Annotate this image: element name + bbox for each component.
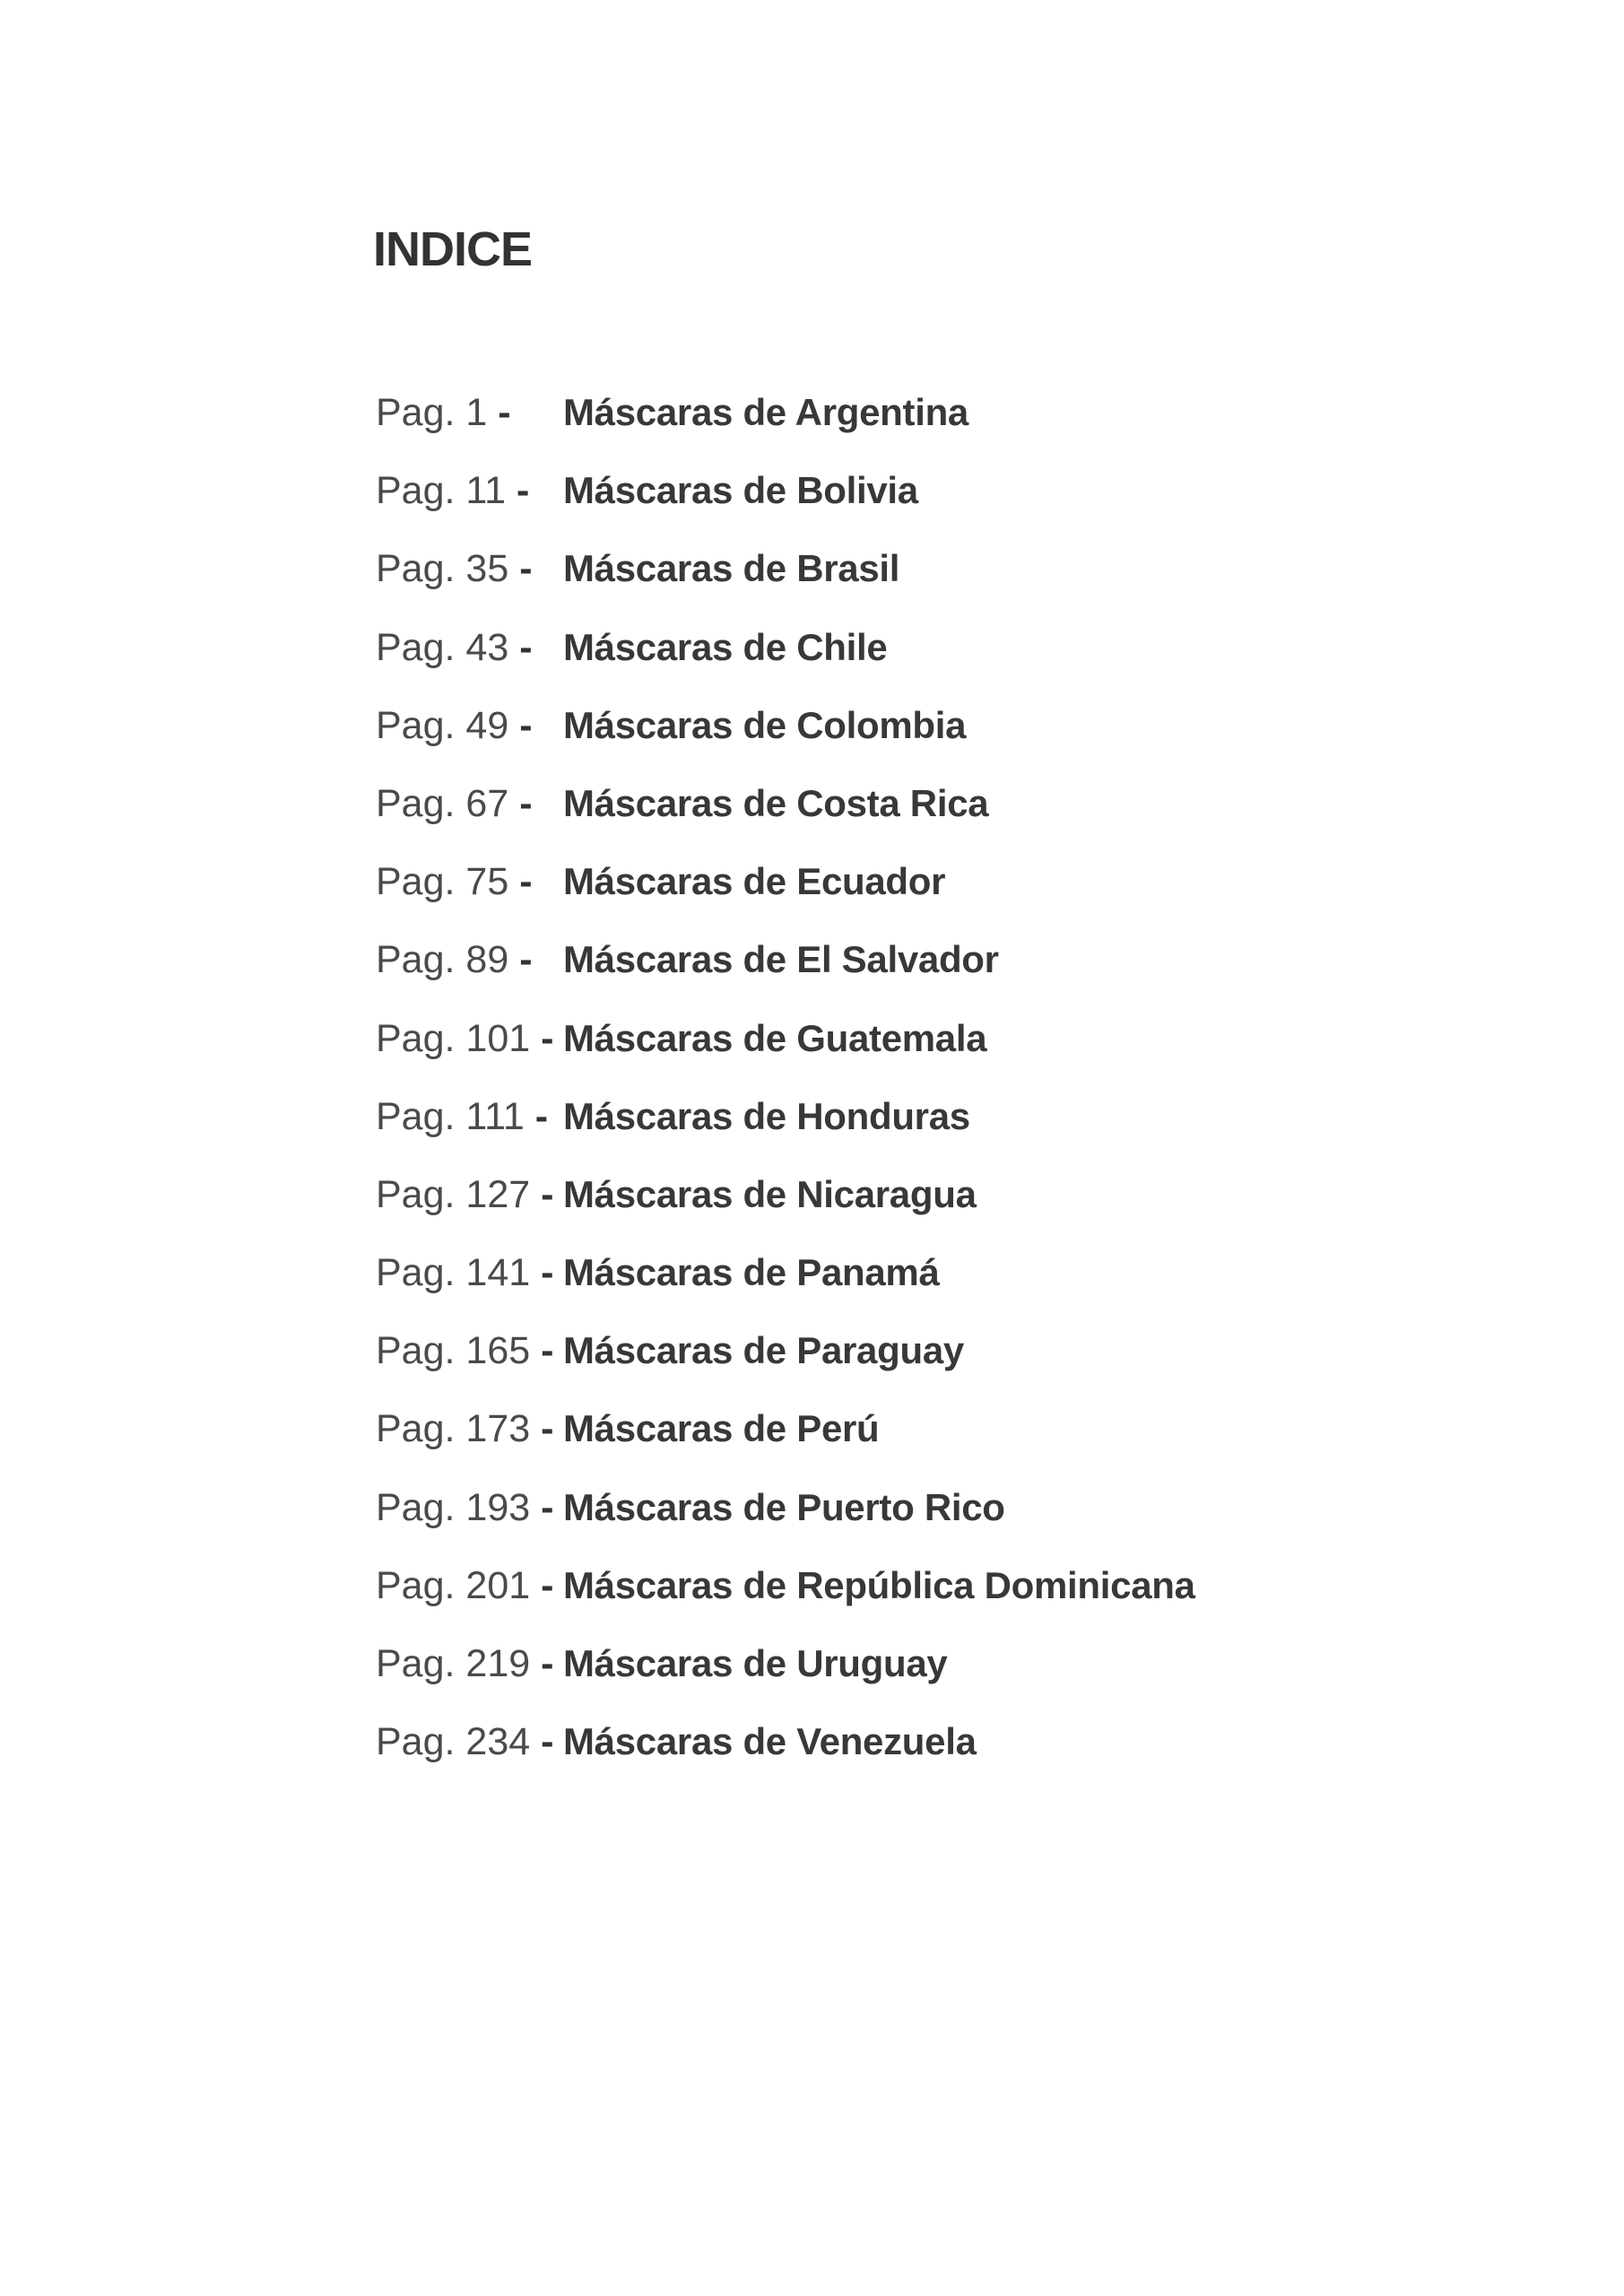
toc-page-ref	[376, 1090, 548, 1144]
toc-dash: -	[541, 1720, 554, 1764]
toc-page-number: Pag. 165	[376, 1329, 531, 1373]
toc-page-number: Pag. 43	[376, 625, 509, 669]
toc-entry-title: Máscaras de Brasil	[563, 547, 900, 590]
toc-page-ref	[376, 542, 533, 596]
toc-page-ref	[376, 777, 533, 831]
toc-page-ref	[376, 386, 511, 439]
toc-page-number: Pag. 101	[376, 1016, 531, 1060]
toc-entry-title: Máscaras de Panamá	[563, 1251, 940, 1294]
toc-dash: -	[541, 1172, 554, 1216]
toc-page-number: Pag. 1	[376, 391, 488, 434]
toc-entry-title: Máscaras de Ecuador	[563, 860, 946, 903]
page-title: INDICE	[373, 222, 533, 276]
toc-dash: -	[519, 860, 533, 904]
toc-page-number: Pag. 193	[376, 1485, 531, 1529]
toc-dash: -	[541, 1485, 554, 1529]
toc-entry-title: Máscaras de Venezuela	[563, 1720, 977, 1763]
toc-entry-title: Máscaras de Guatemala	[563, 1016, 987, 1059]
toc-page-number: Pag. 234	[376, 1720, 531, 1764]
toc-page-number: Pag. 173	[376, 1407, 531, 1451]
toc-entry-title: Máscaras de Perú	[563, 1407, 880, 1450]
toc-dash: -	[519, 625, 533, 669]
toc-page-ref	[376, 1402, 553, 1456]
toc-page-number: Pag. 35	[376, 547, 509, 591]
toc-page-number: Pag. 127	[376, 1172, 531, 1216]
toc-entry-title: Máscaras de Costa Rica	[563, 781, 989, 824]
toc-page-number: Pag. 11	[376, 469, 507, 513]
toc-dash: -	[541, 1642, 554, 1685]
toc-entry-title: Máscaras de El Salvador	[563, 938, 999, 981]
toc-page-number: Pag. 49	[376, 703, 509, 747]
toc-page-number: Pag. 67	[376, 781, 509, 825]
toc-dash: -	[519, 703, 533, 747]
toc-page-ref	[376, 1012, 553, 1065]
toc-page-number: Pag. 141	[376, 1251, 531, 1295]
toc-page-ref	[376, 1246, 553, 1300]
toc-dash: -	[541, 1407, 554, 1451]
toc-page-number: Pag. 219	[376, 1642, 531, 1685]
toc-dash: -	[519, 781, 533, 825]
toc-page-number: Pag. 111	[376, 1094, 525, 1138]
toc-entry-title: Máscaras de Argentina	[563, 391, 968, 433]
toc-page-ref	[376, 1715, 553, 1769]
toc-page-number: Pag. 89	[376, 938, 509, 982]
toc-dash: -	[498, 391, 511, 434]
toc-page-ref	[376, 1637, 553, 1691]
toc-page-ref	[376, 855, 533, 909]
toc-page-number: Pag. 201	[376, 1563, 531, 1607]
toc-dash: -	[541, 1016, 554, 1060]
toc-page-ref	[376, 1324, 553, 1378]
toc-page-ref	[376, 464, 529, 517]
toc-page-ref	[376, 1559, 553, 1613]
toc-page-ref	[376, 1168, 553, 1222]
toc-entry-title: Máscaras de Chile	[563, 625, 888, 668]
toc-dash: -	[517, 469, 530, 513]
toc-dash: -	[541, 1251, 554, 1295]
toc-page-ref	[376, 699, 533, 752]
toc-dash: -	[541, 1563, 554, 1607]
toc-entry-title: Máscaras de Puerto Rico	[563, 1485, 1005, 1528]
toc-page-number: Pag. 75	[376, 860, 509, 904]
toc-entry-title: Máscaras de Nicaragua	[563, 1172, 977, 1215]
toc-entry-title: Máscaras de Bolivia	[563, 469, 918, 512]
toc-page-ref	[376, 621, 533, 674]
toc-entry-title: Máscaras de República Dominicana	[563, 1563, 1195, 1606]
toc-dash: -	[519, 938, 533, 982]
toc-dash: -	[541, 1329, 554, 1373]
toc-entry-title: Máscaras de Paraguay	[563, 1329, 964, 1372]
toc-entry-title: Máscaras de Honduras	[563, 1094, 970, 1137]
toc-page-ref	[376, 933, 533, 987]
toc-dash: -	[534, 1094, 549, 1138]
toc-page-ref	[376, 1481, 553, 1535]
toc-dash: -	[519, 547, 533, 591]
toc-entry-title: Máscaras de Colombia	[563, 703, 967, 746]
toc-entry-title: Máscaras de Uruguay	[563, 1642, 948, 1684]
